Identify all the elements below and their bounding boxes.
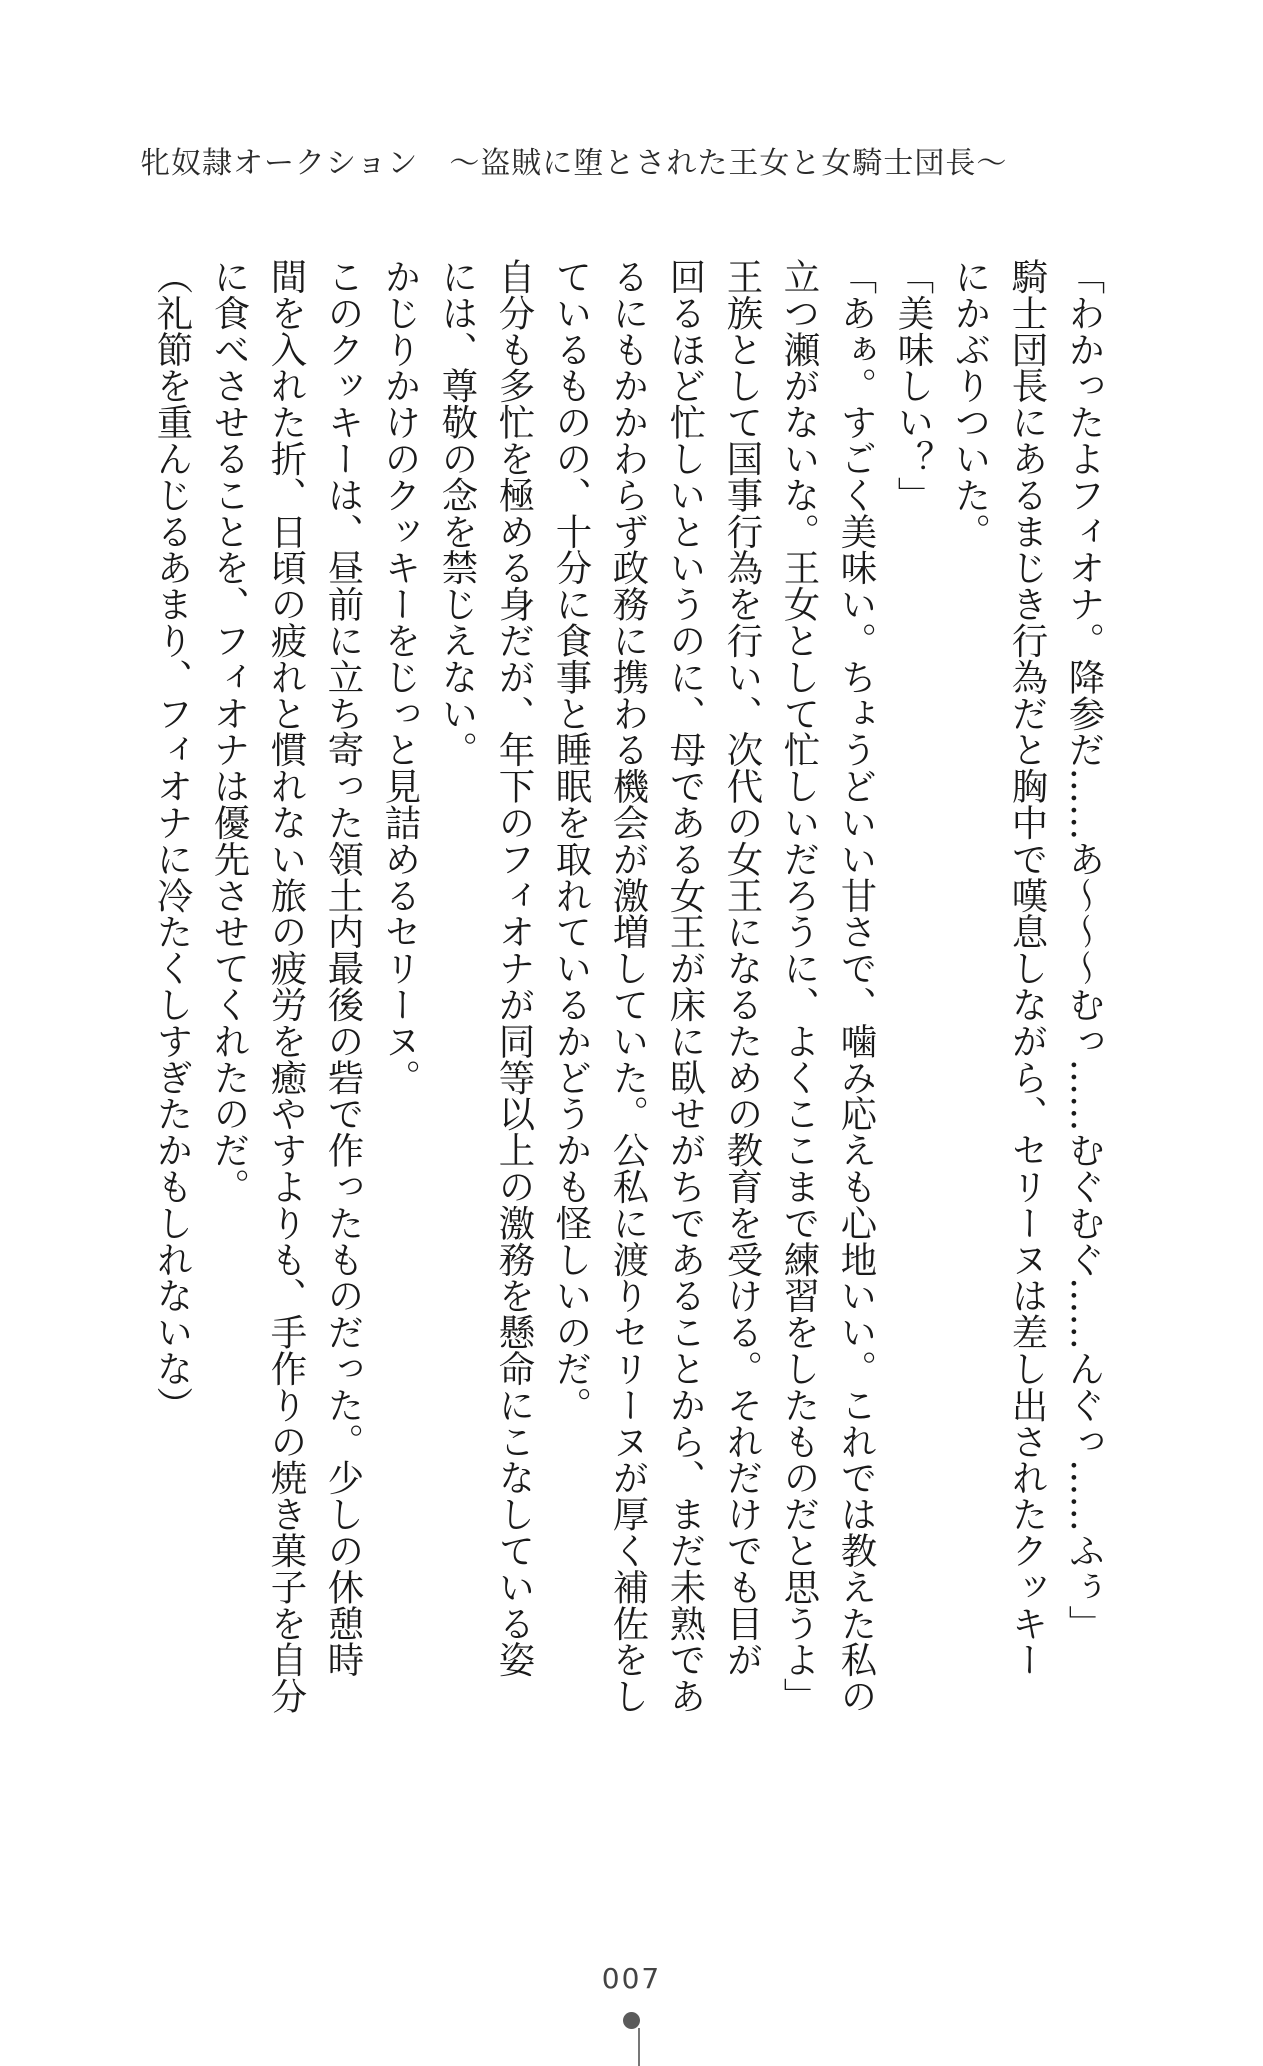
folio-dot-ornament bbox=[623, 2012, 640, 2029]
text-line: 回るほど忙しいというのに、母である女王が床に臥せがちであることから、まだ未熟であ bbox=[664, 258, 707, 1714]
text-line: に食べさせることを、フィオナは優先させてくれたのだ。 bbox=[208, 258, 251, 1205]
text-line: かじりかけのクッキーをじっと見詰めるセリーヌ。 bbox=[379, 258, 422, 1096]
folio-line-ornament bbox=[638, 2028, 640, 2066]
text-line: 「わかったよフィオナ。降参だ……あ～～～むっ……むぐむぐ……んぐっ……ふぅ」 bbox=[1063, 258, 1106, 1642]
text-line: には、尊敬の念を禁じえない。 bbox=[436, 258, 479, 768]
text-line: （礼節を重んじるあまり、フィオナに冷たくしすぎたかもしれないな） bbox=[151, 258, 194, 1423]
text-line: 「あぁ。すごく美味い。ちょうどいい甘さで、噛み応えも心地いい。これでは教えた私の bbox=[835, 258, 878, 1714]
text-line: 自分も多忙を極める身だが、年下のフィオナが同等以上の激務を懸命にこなしている姿 bbox=[493, 258, 536, 1678]
text-line: このクッキーは、昼前に立ち寄った領土内最後の砦で作ったものだった。少しの休憩時 bbox=[322, 258, 365, 1678]
text-line: ているものの、十分に食事と睡眠を取れているかどうかも怪しいのだ。 bbox=[550, 258, 593, 1423]
text-line: 間を入れた折、日頃の疲れと慣れない旅の疲労を癒やすよりも、手作りの焼き菓子を自分 bbox=[265, 258, 308, 1714]
text-line: 「美味しい？」 bbox=[892, 258, 935, 513]
body-text bbox=[113, 258, 1113, 1738]
page-number: 007 bbox=[601, 1962, 662, 1995]
text-line: にかぶりついた。 bbox=[949, 258, 992, 550]
text-line: 王族として国事行為を行い、次代の女王になるための教育を受ける。それだけでも目が bbox=[721, 258, 764, 1678]
text-line: 立つ瀬がないな。王女として忙しいだろうに、よくここまで練習をしたものだと思うよ」 bbox=[778, 258, 821, 1714]
running-head: 牝奴隷オークション ～盗賊に堕とされた王女と女騎士団長～ bbox=[140, 146, 1008, 181]
text-line: るにもかかわらず政務に携わる機会が激増していた。公私に渡りセリーヌが厚く補佐をし bbox=[607, 258, 650, 1714]
text-line: 騎士団長にあるまじき行為だと胸中で嘆息しながら、セリーヌは差し出されたクッキー bbox=[1006, 258, 1049, 1678]
